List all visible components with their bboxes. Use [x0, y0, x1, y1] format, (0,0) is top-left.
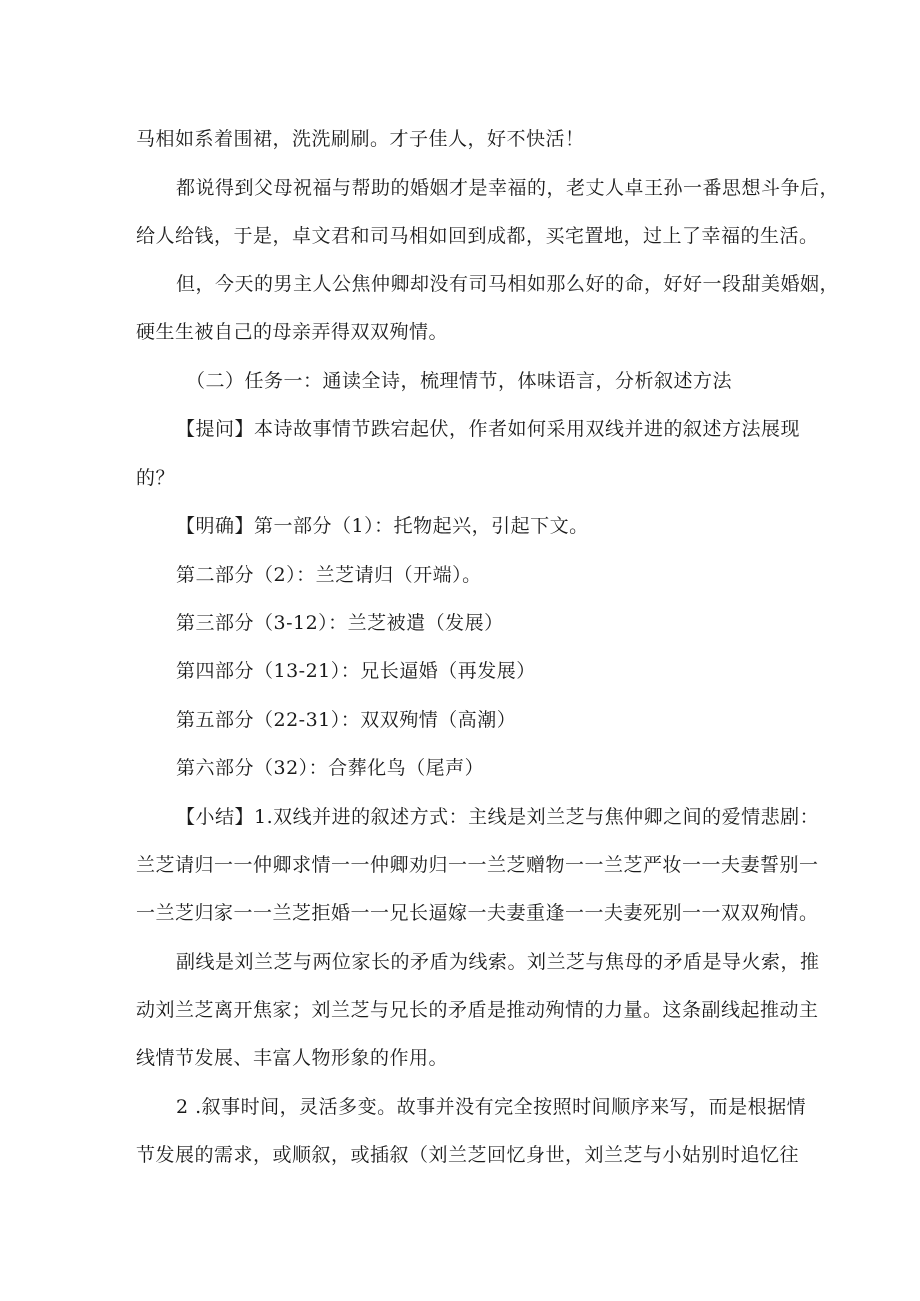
text-line: 但，今天的男主人公焦仲卿却没有司马相如那么好的命，好好一段甜美婚姻， — [176, 273, 840, 295]
text-line: 兰芝请归一一仲卿求情一一仲卿劝归一一兰芝赠物一一兰芝严妆一一夫妻誓别一 — [136, 854, 819, 876]
section-heading: （二）任务一：通读全诗，梳理情节，体味语言，分析叙述方法 — [186, 370, 733, 392]
text-line: 的？ — [136, 467, 176, 489]
text-line: 都说得到父母祝福与帮助的婚姻才是幸福的，老丈人卓王孙一番思想斗争后， — [176, 177, 840, 199]
text-line: 动刘兰芝离开焦家；刘兰芝与兄长的矛盾是推动殉情的力量。这条副线起推动主 — [136, 999, 819, 1021]
text-line: 马相如系着围裙，洗洗刷刷。才子佳人，好不快活！ — [136, 128, 585, 150]
text-line: 线情节发展、丰富人物形象的作用。 — [136, 1047, 449, 1069]
list-item: 第二部分（2）：兰芝请归（开端）。 — [176, 564, 482, 586]
text-line: 一兰芝归家一一兰芝拒婚一一兄长逼嫁一夫妻重逢一一夫妻死别一一双双殉情。 — [136, 902, 819, 924]
text-line: 硬生生被自己的母亲弄得双双殉情。 — [136, 321, 449, 343]
text-line: 【提问】本诗故事情节跌宕起伏，作者如何采用双线并进的叙述方法展现 — [176, 418, 801, 440]
list-item: 第四部分（13-21）：兄长逼婚（再发展） — [176, 660, 536, 682]
list-item: 第五部分（22-31）：双双殉情（高潮） — [176, 709, 517, 731]
text-line: 【小结】1.双线并进的叙述方式：主线是刘兰芝与焦仲卿之间的爱情悲剧： — [176, 806, 820, 828]
text-line: 【明确】第一部分（1）：托物起兴，引起下文。 — [176, 515, 589, 537]
text-line: 给人给钱，于是，卓文君和司马相如回到成都，买宅置地，过上了幸福的生活。 — [136, 225, 819, 247]
text-line: 副线是刘兰芝与两位家长的矛盾为线索。刘兰芝与焦母的矛盾是导火索，推 — [176, 951, 820, 973]
list-item: 第六部分（32）：合葬化鸟（尾声） — [176, 757, 485, 779]
list-item: 第三部分（3-12）：兰芝被遣（发展） — [176, 612, 504, 634]
text-line: 节发展的需求，或顺叙，或插叙（刘兰芝回忆身世，刘兰芝与小姑别时追忆往 — [136, 1144, 800, 1166]
text-line: 2 .叙事时间，灵活多变。故事并没有完全按照时间顺序来写，而是根据情 — [176, 1096, 807, 1118]
